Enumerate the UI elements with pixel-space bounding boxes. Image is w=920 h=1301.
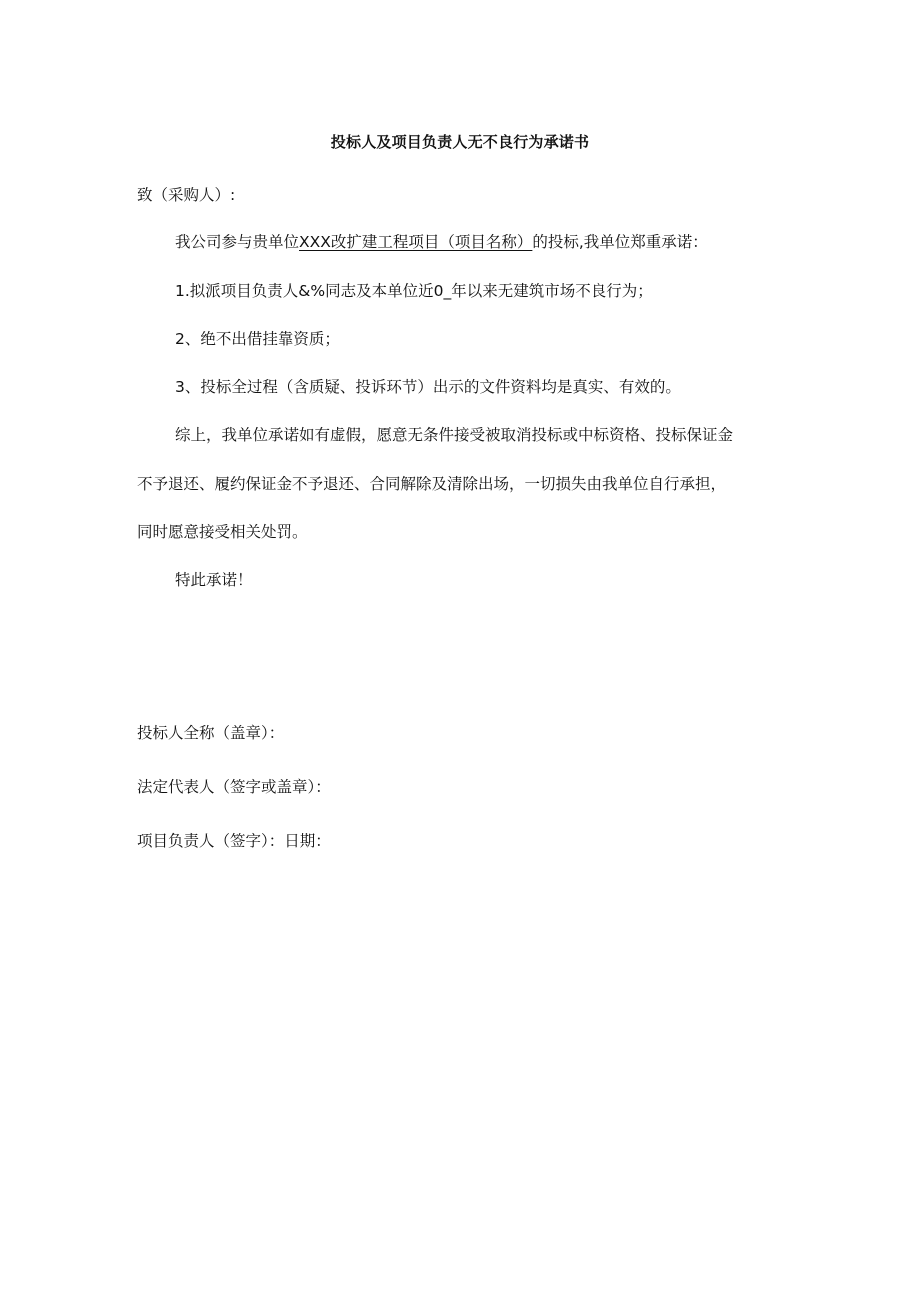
closing-statement: 特此承诺！: [175, 571, 253, 589]
intro-suffix: 的投标,我单位郑重承诺：: [532, 233, 708, 251]
salutation: 致（采购人）:: [137, 186, 236, 204]
summary-line-1: 综上，我单位承诺如有虚假，愿意无条件接受被取消投标或中标资格、投标保证金: [175, 426, 734, 444]
commitment-item-2: 2、绝不出借挂靠资质；: [175, 330, 340, 348]
summary-line-2: 不予退还、履约保证金不予退还、合同解除及清除出场，一切损失由我单位自行承担，: [137, 475, 727, 493]
signature-bidder: 投标人全称（盖章）：: [137, 724, 285, 742]
commitment-item-1: 1.拟派项目负责人&%同志及本单位近0_年以来无建筑市场不良行为；: [175, 282, 653, 300]
signature-project-manager-date: 项目负责人（签字）：日期：: [137, 832, 331, 850]
intro-prefix: 我公司参与贵单位: [175, 233, 300, 251]
intro-paragraph: [175, 231, 708, 253]
project-name: XXX改扩建工程项目（项目名称）: [299, 233, 533, 251]
document-title: 投标人及项目负责人无不良行为承诺书: [330, 133, 590, 151]
signature-legal-representative: 法定代表人（签字或盖章）：: [137, 778, 331, 796]
summary-line-3: 同时愿意接受相关处罚。: [137, 523, 308, 541]
commitment-item-3: 3、投标全过程（含质疑、投诉环节）出示的文件资料均是真实、有效的。: [175, 378, 681, 396]
